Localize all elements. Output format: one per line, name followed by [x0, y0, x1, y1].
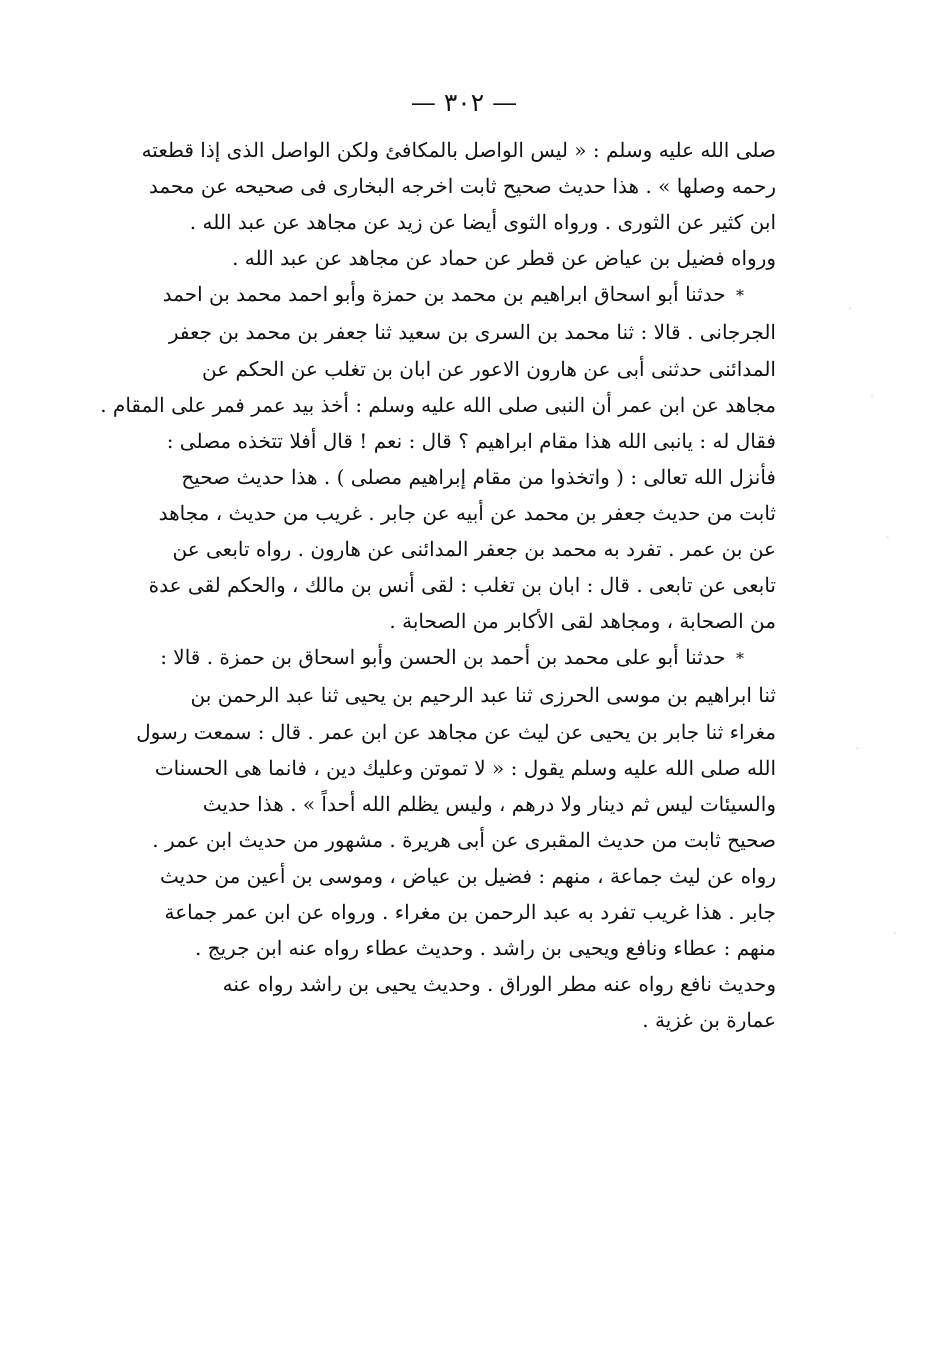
text-line-15-with-marker — [98, 639, 776, 677]
text-line-10: فأنزل الله تعالى : ( واتخذوا من مقام إبراهيم مصلى ) . هذا حديث صحيح — [181, 464, 776, 489]
text-line-21: رواه عن ليث جماعة ، منهم : فضيل بن عياض ، وموسى بن أعين من حديث — [159, 863, 776, 888]
text-line-9: فقال له : يانبى الله هذا مقام ابراهيم ؟ قال : نعم ! قال أفلا تتخذه مصلى : — [166, 428, 776, 453]
text-line-8: مجاهد عن ابن عمر أن النبى صلى الله عليه وسلم : أخذ بيد عمر فمر على المقام . — [100, 392, 776, 417]
text-line-16: ثنا ابراهيم بن موسى الحرزى ثنا عبد الرحيم بن يحيى ثنا عبد الرحمن بن — [190, 683, 776, 708]
text-line-18: الله صلى الله عليه وسلم يقول : « لا تموتن وعليك دين ، فانما هى الحسنات — [154, 755, 776, 780]
text-line-14: من الصحابة ، ومجاهد لقى الأكابر من الصحابة . — [389, 609, 776, 634]
text-line-3: ابن كثير عن الثورى . ورواه الثوى أيضا عن زيد عن مجاهد عن عبد الله . — [189, 210, 776, 235]
text-line-12: عن بن عمر . تفرد به محمد بن جعفر المدائنى عن هارون . رواه تابعى عن — [172, 537, 776, 562]
page-number: — ٣٠٢ — — [410, 88, 518, 117]
scan-speckles — [835, 238, 910, 1118]
text-line-11: ثابت من حديث جعفر بن محمد عن أبيه عن جابر . غريب من حديث ، مجاهد — [158, 500, 776, 525]
arabic-body-text — [98, 132, 776, 1038]
hadith-star-marker: * — [736, 649, 744, 669]
text-line-4: ورواه فضيل بن عياض عن قطر عن حماد عن مجاهد عن عبد الله . — [232, 246, 776, 271]
text-line-2: رحمه وصلها » . هذا حديث صحيح ثابت اخرجه البخارى فى صحيحه عن محمد — [148, 174, 776, 199]
text-line-19: والسيئات ليس ثم دينار ولا درهم ، وليس يظلم الله أحداً » . هذا حديث — [202, 791, 776, 816]
text-line-6: الجرجانى . قالا : ثنا محمد بن السرى بن سعيد ثنا جعفر بن محمد بن جعفر — [168, 320, 776, 345]
text-line-20: صحيح ثابت من حديث المقبرى عن أبى هريرة . مشهور من حديث ابن عمر . — [152, 827, 776, 852]
text-line-15: حدثنا أبو على محمد بن أحمد بن الحسن وأبو اسحاق بن حمزة . قالا : — [160, 645, 726, 670]
text-line-24: وحديث نافع رواه عنه مطر الوراق . وحديث يحيى بن راشد رواه عنه — [222, 972, 776, 997]
text-line-25: عمارة بن غزية . — [642, 1008, 776, 1033]
text-line-5-with-marker — [98, 276, 776, 314]
text-line-1: صلى الله عليه وسلم : « ليس الواصل بالمكافئ ولكن الواصل الذى إذا قطعته — [141, 138, 776, 162]
text-line-23: منهم : عطاء ونافع ويحيى بن راشد . وحديث عطاء رواه عنه ابن جريج . — [194, 936, 776, 961]
hadith-star-marker: * — [736, 286, 744, 306]
text-line-5: حدثنا أبو اسحاق ابراهيم بن محمد بن حمزة وأبو احمد محمد بن احمد — [162, 282, 726, 307]
text-line-13: تابعى عن تابعى . قال : ابان بن تغلب : لقى أنس بن مالك ، والحكم لقى عدة — [148, 573, 776, 598]
text-line-17: مغراء ثنا جابر بن يحيى عن ليث عن مجاهد عن ابن عمر . قال : سمعت رسول — [136, 719, 776, 744]
text-line-7: المدائنى حدثنى أبى عن هارون الاعور عن ابان بن تغلب عن الحكم عن — [201, 356, 776, 381]
text-line-22: جابر . هذا غريب تفرد به عبد الرحمن بن مغراء . ورواه عن ابن عمر جماعة — [164, 899, 776, 924]
